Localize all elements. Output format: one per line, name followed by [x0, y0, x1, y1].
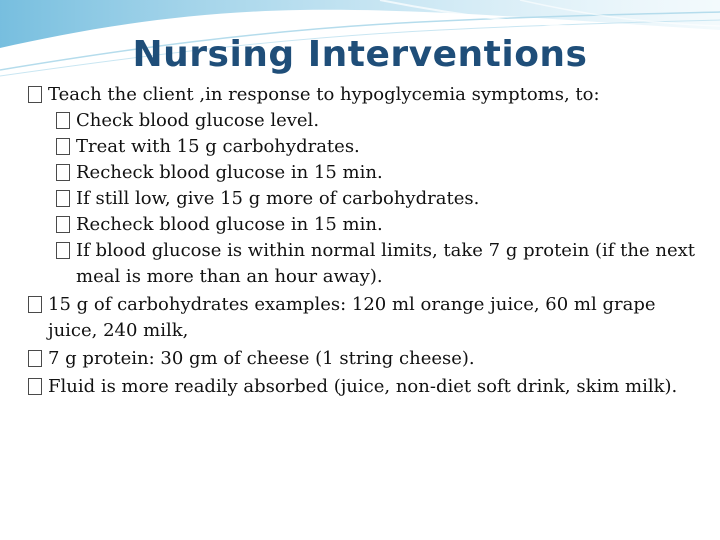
bullet-item — [28, 346, 698, 372]
bullet-text: Teach the client ,in response to hypoglycemia symptoms, to: — [48, 84, 600, 105]
bullet-box-icon — [28, 350, 42, 367]
sub-bullet-item — [56, 186, 698, 212]
bullet-item — [28, 292, 698, 344]
sub-bullet-item — [56, 238, 698, 290]
bullet-box-icon — [28, 296, 42, 313]
slide-title: Nursing Interventions — [132, 34, 588, 75]
bullet-text: 7 g protein: 30 gm of cheese (1 string cheese). — [48, 348, 475, 369]
bullet-box-icon — [56, 190, 70, 207]
sub-bullet-item — [56, 108, 698, 134]
bullet-text: 15 g of carbohydrates examples: 120 ml orange juice, 60 ml grape juice, 240 milk, — [48, 294, 656, 341]
sub-bullet-item — [56, 160, 698, 186]
bullet-box-icon — [56, 138, 70, 155]
bullet-text: Check blood glucose level. — [76, 110, 320, 131]
bullet-box-icon — [28, 86, 42, 103]
bullet-text: Recheck blood glucose in 15 min. — [76, 162, 383, 183]
bullet-item — [28, 374, 698, 400]
bullet-list — [28, 82, 698, 400]
bullet-item — [28, 82, 698, 108]
sub-bullet-item — [56, 212, 698, 238]
bullet-box-icon — [56, 242, 70, 259]
bullet-text: Fluid is more readily absorbed (juice, non-diet soft drink, skim milk). — [48, 376, 678, 397]
bullet-box-icon — [56, 216, 70, 233]
sub-bullet-item — [56, 134, 698, 160]
bullet-box-icon — [56, 112, 70, 129]
bullet-text: Recheck blood glucose in 15 min. — [76, 214, 383, 235]
bullet-box-icon — [28, 378, 42, 395]
bullet-text: If still low, give 15 g more of carbohydrates. — [76, 188, 480, 209]
bullet-box-icon — [56, 164, 70, 181]
bullet-text: If blood glucose is within normal limits, take 7 g protein (if the next meal is more than an hour away). — [76, 240, 696, 287]
bullet-text: Treat with 15 g carbohydrates. — [76, 136, 360, 157]
